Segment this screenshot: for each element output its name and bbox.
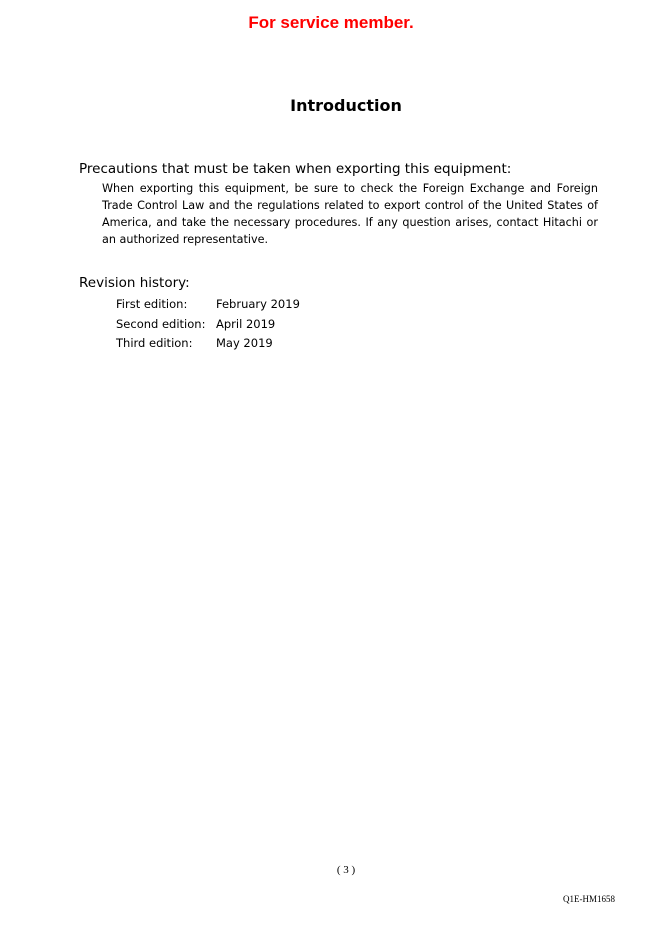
edition-date: May 2019 bbox=[216, 336, 273, 351]
page-title: Introduction bbox=[290, 96, 402, 115]
revision-history-table bbox=[116, 294, 300, 353]
service-notice: For service member. bbox=[248, 13, 414, 32]
edition-label: Second edition: bbox=[116, 316, 206, 331]
page-number: ( 3 ) bbox=[336, 864, 356, 876]
edition-date: February 2019 bbox=[216, 296, 300, 311]
edition-label: Third edition: bbox=[116, 336, 193, 351]
edition-label: First edition: bbox=[116, 296, 188, 311]
precautions-text: When exporting this equipment, be sure to check the Foreign Exchange and Foreign Trade Control Law and the regulations related to export control of the United States of America, and take the necessary procedures. If any question arises, contact Hitachi or an authorized representative. bbox=[102, 182, 598, 246]
precautions-heading: Precautions that must be taken when exporting this equipment: bbox=[79, 161, 512, 177]
edition-date: April 2019 bbox=[216, 316, 276, 331]
revision-row bbox=[116, 314, 300, 334]
revision-row bbox=[116, 294, 300, 314]
document-code: Q1E-HM1658 bbox=[563, 894, 615, 904]
revision-history-heading: Revision history: bbox=[79, 275, 190, 291]
revision-row bbox=[116, 333, 300, 353]
